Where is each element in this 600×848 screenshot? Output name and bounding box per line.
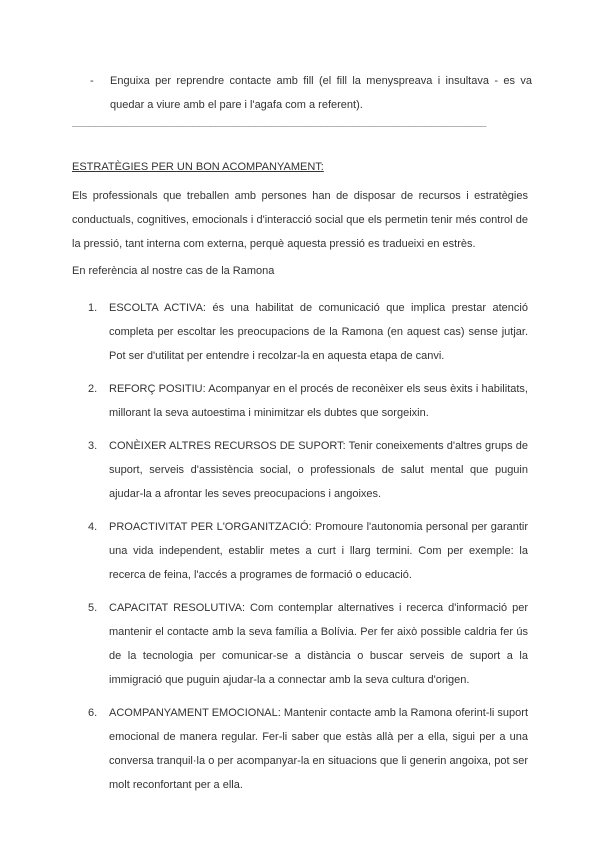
item-number: 4. (88, 521, 98, 533)
strategy-item (72, 701, 528, 797)
separator-line: ___________________________________________________________________________ (72, 116, 487, 127)
item-number: 2. (88, 383, 98, 395)
strategy-item (72, 596, 528, 692)
strategy-item (72, 296, 528, 368)
item-title: ESCOLTA ACTIVA (109, 302, 203, 314)
case-reference: En referència al nostre cas de la Ramona (72, 265, 275, 277)
dash-list-item (92, 69, 532, 117)
item-title: CAPACITAT RESOLUTIVA (109, 602, 242, 614)
item-number: 5. (88, 602, 98, 614)
item-text: : Mantenir contacte amb la Ramona oferint-li suport emocional de manera regular. Fer-li saber que estàs allà per a ella, sigui per a una conversa tranquil·la o per acompanyar-la en situacions que li generin angoixa, pot ser molt reconfortant per a ella. (109, 707, 529, 791)
intro-paragraph: Els professionals que treballen amb persones han de disposar de recursos i estratègies conductuals, cognitives, emocionals i d'interacció social que els permetin tenir més control de la pressió, tant interna com externa, perquè aquesta pressió es tradueixi en estrès. (72, 190, 528, 250)
strategy-list (72, 296, 528, 806)
strategy-item (72, 515, 528, 587)
item-number: 6. (88, 707, 98, 719)
section-heading-text: ESTRATÈGIES PER UN BON ACOMPANYAMENT (72, 161, 321, 173)
dash-item-text: Enguixa per reprendre contacte amb fill (el fill la menyspreava i insultava - es va quedar a viure amb el pare i l'agafa com a referent). (110, 75, 532, 111)
item-text: : Promoure l'autonomia personal per garantir una vida independent, establir metes a curt i llarg termini. Com per exemple: la recerca de feina, l'accés a programes de formació o educació. (109, 521, 529, 581)
item-text: : Tenir coneixements d'altres grups de suport, serveis d'assistència social, o professionals de salut mental que puguin ajudar-la a afrontar les seves preocupacions i angoixes. (109, 440, 529, 500)
section-heading (72, 161, 324, 173)
item-title: REFORÇ POSITIU (109, 383, 203, 395)
item-number: 1. (88, 302, 98, 314)
item-title: CONÈIXER ALTRES RECURSOS DE SUPORT (109, 440, 343, 452)
item-title: ACOMPANYAMENT EMOCIONAL (109, 707, 278, 719)
item-title: PROACTIVITAT PER L'ORGANITZACIÓ (109, 521, 309, 533)
section-heading-colon: : (320, 161, 324, 173)
strategy-item (72, 434, 528, 506)
strategy-item (72, 377, 528, 425)
item-text: : és una habilitat de comunicació que implica prestar atenció completa per escoltar les preocupacions de la Ramona (en aquest cas) sense jutjar. Pot ser d'utilitat per entendre i recolzar-la en aquesta etapa de canvi. (109, 302, 528, 362)
item-number: 3. (88, 440, 98, 452)
item-text: : Acompanyar en el procés de reconèixer els seus èxits i habilitats, millorant la seva autoestima i minimitzar els dubtes que sorgeixin. (109, 383, 528, 419)
item-text: : Com contemplar alternatives i recerca d'informació per mantenir el contacte amb la seva família a Bolívia. Per fer això possible caldria fer ús de la tecnologia per comunicar-se a distància o buscar serveis de suport a la immigració que puguin ajudar-la a connectar amb la seva cultura d'origen. (109, 602, 528, 686)
dash-bullet: - (90, 75, 94, 87)
